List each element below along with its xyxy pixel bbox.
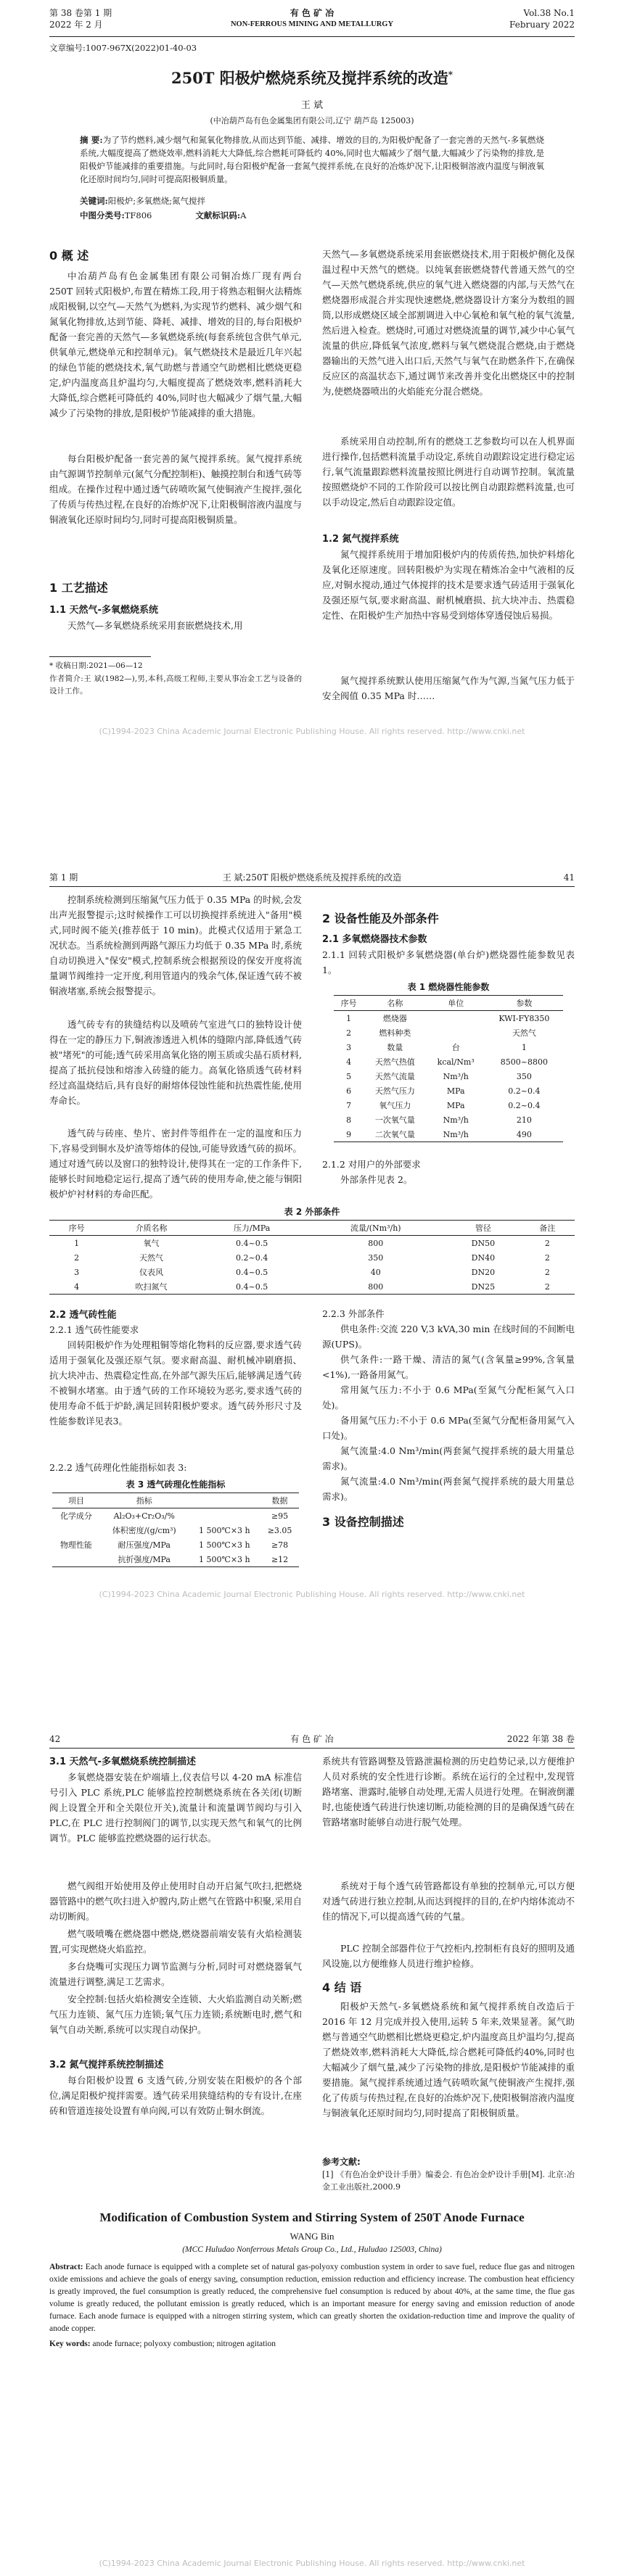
section-3-1-para-4: 多台烧嘴可实现压力调节监测与分析,同时可对燃烧器氧气流量进行调整,满足工艺需求。: [49, 1961, 302, 1987]
table-cell: 0.2~0.4: [508, 1086, 541, 1096]
table-cell: 6: [346, 1086, 352, 1096]
table-cell: 0.2~0.4: [508, 1100, 541, 1110]
table-cell: 氧气压力: [379, 1101, 411, 1110]
table-row: [52, 1508, 299, 1524]
page-1: [0, 0, 624, 852]
footnote-author-value: 王 斌(1982—),男,本科,高级工程师,主要从事冶金工艺与设备的设计工作。: [49, 674, 302, 695]
table-header-cell: 序号: [340, 999, 357, 1008]
section-3-2-para-3: 系统对于每个透气砖管路都设有单独的控制单元,可以方便对透气砖进行独立控制,从而达到搅拌的目的,在炉内熔体流动不佳的情况下,可以提高透气砖的气量。: [322, 1881, 575, 1922]
table-2-caption: 表 2 外部条件: [284, 1207, 340, 1217]
normal-nitrogen-pressure: 常用氮气压力:不小于 0.6 MPa(至氮气分配柜氮气入口处)。: [322, 1384, 575, 1411]
english-keywords: [49, 2338, 575, 2350]
title-footnote-mark: *: [448, 70, 453, 80]
table-cell: 1 500℃×3 h: [199, 1525, 250, 1535]
table-cell: 490: [516, 1129, 532, 1139]
english-title: Modification of Combustion System and Stirring System of 250T Anode Furnace: [99, 2210, 525, 2224]
section-2-2-3-heading: 2.2.3 外部条件: [322, 1308, 385, 1319]
abstract-label: 摘 要:: [80, 135, 103, 145]
table-3: [52, 1493, 299, 1567]
backup-nitrogen-pressure: 备用氮气压力:不小于 0.6 MPa(至氮气分配柜备用氮气入口处)。: [322, 1415, 575, 1441]
copyright-watermark: (C)1994-2023 China Academic Journal Electronic Publishing House. All rights reserved. http://www.cnki.net: [99, 2559, 525, 2568]
section-3-1-para-3: 燃气吸喷嘴在燃烧器中燃烧,燃烧器前端安装有火焰检测装置,可实现燃烧火焰监控。: [49, 1928, 302, 1954]
table-cell: 天然气: [512, 1028, 536, 1038]
section-4-heading: 4 结 语: [322, 1981, 362, 1994]
references-label: 参考文献:: [322, 2157, 361, 2167]
table-row: [52, 1552, 299, 1567]
table-cell: 天然气压力: [374, 1086, 415, 1096]
volume-issue: 第 38 卷第 1 期: [49, 8, 112, 18]
table-cell: 仪表风: [139, 1268, 164, 1277]
table-cell: 350: [516, 1071, 532, 1081]
section-1-1-para-2: 系统采用自动控制,所有的燃烧工艺参数均可以在人机界面进行操作,包括燃料流量手动设定,系统自动跟踪设定进行稳定运行,氧气流量跟踪燃料流量按照比例进行自动调节控制。氧流量按照燃烧炉不同的工作阶段可以按比例自动跟踪燃料流量,也可以手动设定,然后自动跟踪设定值。: [322, 436, 575, 508]
table-cell: 燃烧器: [382, 1014, 407, 1023]
table-header-cell: 序号: [68, 1223, 85, 1233]
english-abstract-text: Each anode furnace is equipped with a complete set of natural gas-polyoxy combustion system in order to save fuel, reduce flue gas and nitrogen oxide emissions and achieve the goals of energy saving, consumption reduction, emission reduction and efficiency increase. The combustion heat efficiency is greatly improved, the fuel consumption is greatly reduced, the comprehensive fuel consumption is reduced by about 40%, at the same time, the flue gas volume is greatly reduced, the pollutant emission is greatly reduced, which is an important measure for energy saving and emission reduction of anode furnace. Each anode furnace is equipped with a nitrogen stirring system, which can greatly shorten the oxidation-reduction time and improve the quality of anode copper.: [49, 2263, 575, 2333]
table-cell: 2: [74, 1252, 80, 1263]
table-cell: Nm³/h: [443, 1129, 469, 1139]
section-0-heading: 0 概 述: [49, 249, 89, 263]
section-1-heading: 1 工艺描述: [49, 581, 108, 595]
abstract: [80, 133, 544, 186]
section-1-1-para-1-start: 天然气—多氧燃烧系统采用套嵌燃烧技术,用: [67, 620, 243, 631]
section-3-1-heading: 3.1 天然气-多氧燃烧系统控制描述: [49, 1756, 196, 1767]
section-0-para-2: 每台阳极炉配备一套完善的氮气搅拌系统。氮气搅拌系统由气源调节控制单元(氮气分配控制柜)、触摸控制台和透气砖等组成。在操作过程中通过透气砖喷吹氮气使铜液产生搅拌,强化了传质与传热过程,在良好的冶炼炉况下,让阳极铜溶液内温度与铜液氧化还原时间均匀,同时可提高阳极铜质量。: [49, 453, 302, 525]
reference-1: [1] 《有色冶金炉设计手册》编委会. 有色冶金炉设计手册[M]. 北京:冶金工业出版社,2000.9: [322, 2170, 575, 2192]
section-0-para-1: 中冶葫芦岛有色金属集团有限公司铜冶炼厂现有两台 250T 回转式阳极炉,布置在精炼工段,用于将熟态粗铜火法精炼成阳极铜,以空气—天然气为燃料,为实现节约燃料、减少烟气和氮氧化物排放,达到节能、降耗、减排、增效的目的,每台阳极炉配备一套完善的天然气—多氧燃烧系统(每套系统包含供气单元,供氧单元,燃烧单元和控制单元)。氧气燃烧技术是最近几年兴起的绿色节能的燃烧技术,氧气助燃与普通空气助燃相比燃烧更稳定,炉内温度高且炉温均匀,大幅度提高了燃烧效率,燃料消耗大大降低,综合燃耗可降低约 40%,同时也大幅减少了烟气量,大幅减少了污染物的排放,是阳极炉节能减排的重大措施。: [49, 271, 302, 418]
table-cell: 天然气流量: [374, 1072, 415, 1081]
table-header-cell: 项目: [67, 1496, 84, 1506]
table-cell: Nm³/h: [443, 1115, 469, 1125]
table-header-cell: 管径: [475, 1223, 491, 1233]
table-cell: 8: [346, 1115, 352, 1125]
table-header-row: [49, 1221, 575, 1236]
footnote-date: [49, 660, 302, 672]
section-3-2-heading: 3.2 氮气搅拌系统控制描述: [49, 2060, 164, 2071]
table-header-cell: 数据: [271, 1496, 288, 1506]
section-3-1-para-1: 多氧燃烧器安装在炉端墙上,仪表信号以 4-20 mA 标准信号引入 PLC 系统,PLC 能够监控控制燃烧系统在各关闭(切断阀上设置全开和全关限位开关),流量计和流量调节阀均与引入 PLC,在 PLC 进行控制阀门的调节,以实现天然气和氧气的比例调节。PLC 能够监控燃烧器的运行状态。: [49, 1772, 302, 1844]
table-cell: [189, 1508, 261, 1524]
table-row: [49, 1236, 575, 1251]
table-header-cell: 指标: [136, 1496, 152, 1506]
page-number: 41: [563, 872, 575, 883]
section-2-2-2-heading: 2.2.2 透气砖理化性能指标如表 3:: [49, 1462, 187, 1473]
section-2-2-1-text: 回转阳极炉作为处理粗铜等熔化物料的反应器,要求透气砖适用于强氧化及强还原气氛。要求耐高温、耐机械冲刷磨损、抗大块冲击、热震稳定性高,在外部气源失压后,能够满足透气砖不被铜水堵塞。由于透气砖的工作环境较为恶劣,要求透气砖的使用寿命不低于炉龄,满足回转阳极炉要求。透气砖外形尺寸及性能参数详见表3。: [49, 1339, 302, 1427]
table-cell: 800: [368, 1281, 384, 1292]
classification: [80, 209, 544, 222]
author: 王 斌: [300, 100, 324, 111]
page-number: 42: [49, 1734, 61, 1744]
table-cell: ≥78: [271, 1540, 289, 1550]
power-supply: 供电条件:交流 220 V,3 kVA,30 min 在线时间的不间断电源(UPS)。: [322, 1324, 575, 1350]
issue-date: 2022 年 2 月: [49, 20, 103, 30]
table-cell: DN40: [471, 1252, 496, 1263]
brick-structure-para: 透气砖专有的狭缝结构以及喷砖气室进气口的独特设计使得在一定的静压力下,铜液渗透进入机体的缝隙内部,降低透气砖被"堵死"的可能;透气砖采用高氧化铬的刚玉质或尖晶石质材料,提高了抵抗侵蚀和熔渗入砖缝的能力。高氧化铬质透气砖材料经过高温烧结后,具有良好的耐熔体侵蚀性能和抗热震性能,使用寿命长。: [49, 1019, 302, 1106]
table-header-cell: 压力/MPa: [233, 1223, 271, 1233]
table-row: [334, 1025, 563, 1040]
table-cell: 1 500℃×3 h: [199, 1554, 250, 1564]
volume-info: 2022 年第 38 卷: [506, 1734, 575, 1744]
paper-title: [49, 67, 575, 88]
header-rule: [49, 1748, 575, 1749]
table-cell: 数量: [387, 1043, 403, 1052]
table-3-caption: 表 3 透气砖理化性能指标: [126, 1479, 226, 1490]
section-1-1-para-1: 天然气—多氧燃烧系统采用套嵌燃烧技术,用于阳极炉侧化及保温过程中天然气的燃烧。以纯氧套嵌燃烧替代普通天然气的空气—天然气燃烧系统,供应的氧气进入燃烧器的内部,与天然气在燃烧器形成混合并实现快速燃烧,燃烧器设计方案分为数组的圆筒,以形成燃烧区域全部割调进入中心氧枪和氧气枪的氧气流量,然后进入检查。燃烧时,可通过对燃烧流量的调节,减少中心氧气流量的供应,降低氧气浓度,燃料与氧气燃烧混合燃烧,由于燃烧器输出的天然气进入出口后,天然气与氧气在助燃条件下,在确保反应区的高温状态下,通过调节来改善并变化出燃烧区中的控制为,使燃烧器喷出的火焰能充分混合燃烧。: [322, 249, 575, 397]
doc-code-value: A: [240, 210, 247, 220]
table-header-row: [52, 1493, 299, 1508]
table-cell: 3: [74, 1267, 80, 1277]
conclusion-para: 阳极炉天然气-多氧燃烧系统和氮气搅拌系统自改造后于 2016 年 12 月完成并投入使用,运转 5 年来,效果显著。氮气助燃与普通空气助燃相比燃烧更稳定,炉内温度高且炉温均匀,提高了燃烧效率,燃料消耗大大降低,综合燃耗可降低约40%,同时也大幅减少了烟气量,减少了污染物的排放,是阳极炉节能减排的重要措施。氮气搅拌系统通过透气砖喷吹氮气使铜液产生搅拌,强化了传质与传热过程,在良好的冶炼炉况下,使阳极铜溶液内温度与铜液氧化还原时间均匀,同时提高了阳极铜质量。: [322, 2001, 575, 2118]
table-cell: 350: [368, 1252, 384, 1263]
header-rule: [49, 36, 575, 37]
english-abstract-label: Abstract:: [49, 2263, 83, 2271]
brick-life-para: 透气砖与砖座、垫片、密封件等组件在一定的温度和压力下,容易受到铜水及炉渣等熔体的侵蚀,可能导致透气砖的损坏。通过对透气砖以及窗口的独特设计,使得其在一定的工作条件下,能够长时间地稳定运行,提高了透气砖的使用寿命,使之能与铜阳极炉炉衬材料的寿命匹配。: [49, 1128, 302, 1200]
table-cell: 0.4~0.5: [236, 1267, 268, 1277]
table-cell: 0.4~0.5: [236, 1281, 268, 1292]
journal-name-en: NON-FERROUS MINING AND METALLURGY: [230, 20, 394, 28]
copyright-watermark: (C)1994-2023 China Academic Journal Electronic Publishing House. All rights reserved. http://www.cnki.net: [99, 1590, 525, 1599]
table-header-cell: 单位: [448, 999, 464, 1008]
table-header-cell: 介质名称: [135, 1223, 168, 1233]
section-2-1-1: 2.1.1 回转式阳极炉多氧燃烧器(单台炉)燃烧器性能参数见表 1。: [322, 949, 575, 975]
running-title: 王 斌:250T 阳极炉燃烧系统及搅拌系统的改造: [222, 872, 402, 883]
table-cell: DN20: [471, 1267, 496, 1277]
clc-value: TF806: [124, 210, 152, 220]
table-row: [49, 1279, 575, 1295]
table-cell: DN25: [471, 1281, 496, 1292]
volume-issue-en: Vol.38 No.1: [523, 8, 575, 18]
section-1-2-para-1: 氮气搅拌系统用于增加阳极炉内的传质传热,加快炉料熔化及氧化还原速度。回转阳极炉为实现在精炼冶金中气液相的反应,对铜水搅动,通过气体搅拌的技术是要求透气砖适用于强氧化及强还原气氛,要求耐高温、耐机械磨损、抗大块冲击、热震稳定性、在阳极炉生产加热中容易受到熔体穿透侵蚀后易损。: [322, 549, 575, 621]
table-cell: 吹扫氮气: [135, 1282, 168, 1292]
table-cell: 物理性能: [59, 1540, 92, 1550]
table-header-cell: 备注: [539, 1223, 556, 1233]
issue-number: 第 1 期: [49, 872, 78, 883]
table-cell: 8500~8800: [500, 1057, 548, 1067]
table-cell: 7: [346, 1100, 352, 1110]
running-header: [49, 872, 575, 885]
table-header-cell: 名称: [387, 999, 403, 1008]
journal-name: 有 色 矿 冶: [290, 1734, 334, 1744]
nitrogen-backup-para: 控制系统检测到压缩氮气压力低于 0.35 MPa 的时候,会发出声光报警提示;这时候操作工可以切换搅拌系统进入"备用"模式,同时阀不能关(推荐低于 10 min)。此模式仅适用于紧急工况状态。当系统检测到两路气源压力均低于 0.35 MPa 时,系统自动切换进入"保安"模式,控制系统会根据预设的保安开度将流量调节阀维持一定开度,利用管道内的残余气体,保证透气砖不被铜液堵塞,系统会报警提示。: [49, 894, 302, 996]
keywords-text: 阳极炉;多氧燃烧;氮气搅拌: [107, 196, 205, 206]
table-cell: 4: [346, 1057, 352, 1067]
affiliation: (中冶葫芦岛有色金属集团有限公司,辽宁 葫芦岛 125003): [210, 116, 414, 125]
table-cell: Nm³/h: [443, 1071, 469, 1081]
table-cell: 210: [516, 1115, 532, 1125]
table-row: [334, 1127, 563, 1142]
table-cell: 800: [368, 1238, 384, 1248]
table-row: [334, 1083, 563, 1098]
table-cell: [52, 1523, 100, 1537]
journal-name: 有 色 矿 冶: [290, 8, 334, 18]
table-cell: 1 500℃×3 h: [199, 1540, 250, 1550]
running-header: [49, 1733, 575, 1746]
table-cell: 2: [346, 1028, 352, 1038]
table-cell: [427, 1025, 485, 1040]
table-cell: 化学成分: [59, 1511, 92, 1521]
footnote-author: [49, 673, 302, 698]
table-cell: 1: [74, 1238, 80, 1248]
table-cell: 2: [544, 1252, 550, 1263]
footnote-date-label: * 收稿日期:: [49, 661, 89, 670]
table-cell: 耐压强度/MPa: [118, 1540, 171, 1550]
table-cell: 一次氧气量: [374, 1115, 415, 1125]
page-2: [0, 862, 624, 1714]
table-row: [52, 1537, 299, 1552]
section-1-2-heading: 1.2 氮气搅拌系统: [322, 534, 399, 545]
issue-date-en: February 2022: [509, 20, 575, 30]
table-cell: Al₂O₃+Cr₂O₃/%: [113, 1511, 175, 1521]
footnote-date-value: 2021—06—12: [89, 661, 143, 670]
table-header-cell: 流量/(Nm³/h): [350, 1223, 401, 1233]
page-3: [0, 1723, 624, 2576]
table-cell: 天然气: [139, 1253, 164, 1263]
section-3-2-para-1: 每台阳极炉设置 6 支透气砖,分别安装在阳极炉的各个部位,满足阳极炉搅拌需要。透气砖采用狭缝结构的专有设计,在座砖和管道连接处设置有单向阀,可以有效防止铜水倒流。: [49, 2075, 302, 2116]
table-header-cell: 参数: [516, 999, 533, 1008]
table-cell: 燃料种类: [379, 1028, 411, 1038]
table-row: [334, 1112, 563, 1127]
table-cell: 9: [346, 1129, 352, 1139]
section-2-2-1-heading: 2.2.1 透气砖性能要求: [49, 1324, 139, 1335]
table-cell: 体积密度/(g/cm³): [112, 1526, 176, 1535]
article-number: 文章编号:1007-967X(2022)01-40-03: [49, 43, 197, 53]
table-cell: 1: [521, 1042, 527, 1052]
running-header: [49, 7, 575, 32]
table-cell: 3: [346, 1042, 352, 1052]
paper-title-text: 250T 阳极炉燃烧系统及搅拌系统的改造: [171, 69, 448, 87]
section-1-1-heading: 1.1 天然气-多氧燃烧系统: [49, 605, 158, 616]
english-keywords-label: Key words:: [49, 2340, 91, 2348]
abstract-text: 为了节约燃料,减少烟气和氮氧化物排放,从而达到节能、减排、增效的目的,为阳极炉配备了一套完善的天然气-多氧燃烧系统,大幅度提高了燃烧效率,燃料消耗大大降低,综合燃耗可降低约 40%,同时也大幅减少了烟气量,大幅减少了污染物的排放,是阳极炉节能减排的重要措施。与此同时,每台阳极炉配备一套氮气搅拌系统,在良好的冶炼炉况下,让阳极铜溶液内温度与铜液氧化还原时间均匀,同时可提高阳极铜质量。: [80, 135, 544, 184]
table-cell: 2: [544, 1267, 550, 1277]
table-1-caption: 表 1 燃烧器性能参数: [407, 982, 490, 992]
keywords: [80, 194, 544, 207]
table-cell: DN50: [471, 1238, 496, 1248]
table-header-row: [334, 996, 563, 1011]
table-cell: 0.4~0.5: [236, 1238, 268, 1248]
nitrogen-flow-1: 氮气流量:4.0 Nm³/min(两套氮气搅拌系统的最大用量总需求)。: [322, 1445, 575, 1471]
table-row: [49, 1265, 575, 1279]
table-cell: kcal/Nm³: [437, 1057, 475, 1067]
table-cell: ≥3.05: [267, 1525, 292, 1535]
table-cell: [52, 1552, 100, 1567]
header-rule: [49, 886, 575, 887]
section-2-heading: 2 设备性能及外部条件: [322, 912, 439, 925]
table-cell: [427, 1011, 485, 1026]
table-cell: MPa: [446, 1086, 465, 1096]
table-row: [49, 1250, 575, 1265]
section-3-1-para-5: 安全控制:包括火焰检测安全连锁、大火焰监测自动关断;燃气压力连锁、氮气压力连锁;氧气压力连锁;系统断电时,燃气和氧气自动关断,系统可以实现自动保护。: [49, 1994, 302, 2035]
doc-code-label: 文献标识码:: [195, 210, 241, 220]
english-abstract: [49, 2261, 575, 2335]
table-cell: 1: [346, 1013, 352, 1023]
table-cell: 抗折强度/MPa: [118, 1555, 171, 1564]
table-cell: 二次氧气量: [374, 1130, 415, 1139]
table-cell: ≥12: [271, 1554, 289, 1564]
section-3-2-para-2: 系统共有管路调整及管路泄漏检测的历史趋势记录,以方便维护人员对系统的安全性进行诊断。系统在运行的全过程中,发现管路堵塞、泄露时,能够自动处理,无需人员进行处理。在铜液倒灌时,也能使透气砖进行快速切断,功能检测的目的是确保透气砖在管路堵塞时能够自动进行脱气处理。: [322, 1756, 575, 1828]
table-row: [334, 1040, 563, 1054]
english-affiliation: (MCC Huludao Nonferrous Metals Group Co., Ltd., Huludao 125003, China): [182, 2245, 442, 2254]
table-cell: MPa: [446, 1100, 465, 1110]
table-cell: KWI-FY8350: [498, 1013, 550, 1023]
table-cell: 天然气热值: [374, 1057, 415, 1067]
clc-label: 中图分类号:: [80, 210, 125, 220]
section-2-1-2-heading: 2.1.2 对用户的外部要求: [322, 1159, 421, 1170]
table-cell: 2: [544, 1238, 550, 1248]
section-2-1-2-text: 外部条件见表 2。: [340, 1174, 413, 1185]
section-2-1-heading: 2.1 多氧燃烧器技术参数: [322, 934, 427, 945]
table-1: [334, 995, 563, 1142]
table-row: [52, 1523, 299, 1537]
section-2-2-heading: 2.2 透气砖性能: [49, 1310, 117, 1321]
section-1-2-para-2: 氮气搅拌系统默认使用压缩氮气作为气源,当氮气压力低于安全阀值 0.35 MPa 时……: [322, 675, 575, 701]
gas-supply: 供气条件:一路干燥、清洁的氮气(含氧量≥99%,含氧量<1%),一路备用氮气。: [322, 1354, 575, 1380]
table-2: [49, 1220, 575, 1295]
footnote-rule: [49, 656, 151, 657]
keywords-label: 关键词:: [80, 196, 108, 206]
section-3-2-para-4: PLC 控制全部器件位于气控柜内,控制柜有良好的照明及通风设施,以方便维修人员进行维护检修。: [322, 1943, 575, 1969]
table-cell: 台: [451, 1043, 460, 1052]
section-3-heading: 3 设备控制描述: [322, 1515, 404, 1529]
table-cell: ≥95: [271, 1511, 289, 1521]
table-cell: 0.2~0.4: [236, 1252, 268, 1263]
table-cell: 5: [346, 1071, 352, 1081]
table-header-cell: [189, 1493, 261, 1508]
table-cell: 2: [544, 1281, 550, 1292]
table-row: [334, 1069, 563, 1083]
table-cell: 氧气: [143, 1239, 160, 1248]
copyright-watermark: (C)1994-2023 China Academic Journal Electronic Publishing House. All rights reserved. http://www.cnki.net: [99, 727, 525, 736]
footnote-author-label: 作者简介:: [49, 674, 83, 683]
english-author: WANG Bin: [290, 2231, 334, 2242]
table-cell: 4: [74, 1281, 80, 1292]
english-keywords-text: anode furnace; polyoxy combustion; nitrogen agitation: [92, 2340, 276, 2348]
nitrogen-flow-2: 氮气流量:4.0 Nm³/min(两套氮气搅拌系统的最大用量总需求)。: [322, 1476, 575, 1502]
table-row: [334, 1011, 563, 1026]
table-cell: 40: [370, 1267, 381, 1277]
section-3-1-para-2: 燃气阀组开始使用及停止使用时自动开启氮气吹扫,把燃烧器管路中的燃气吹扫进入炉膛内,防止燃气在管路中积聚,采用自动切断阀。: [49, 1881, 302, 1922]
table-row: [334, 1098, 563, 1112]
table-row: [334, 1054, 563, 1069]
